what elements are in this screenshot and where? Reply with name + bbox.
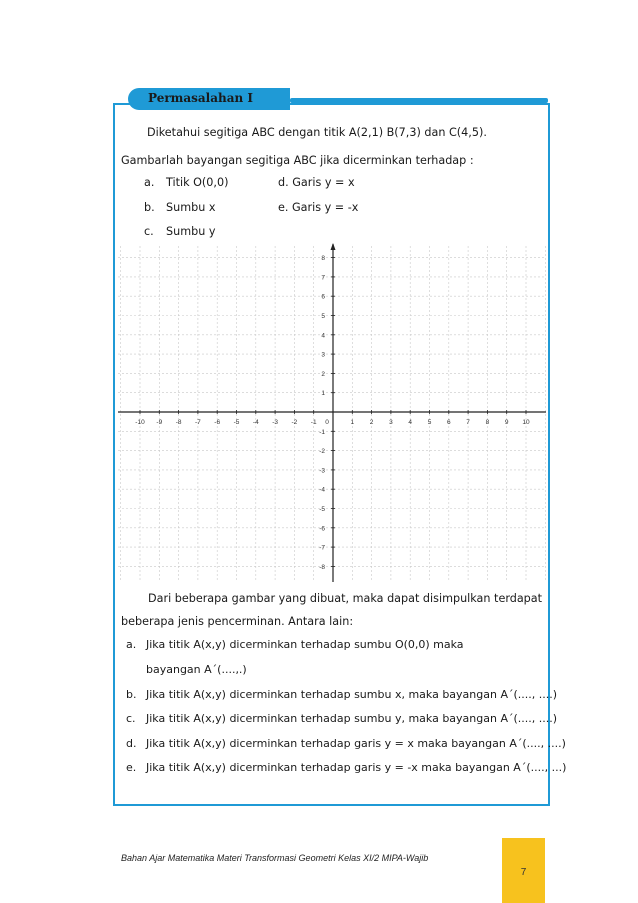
x-tick-label: 5 (427, 419, 432, 426)
list-mark: a. (144, 176, 155, 189)
y-tick-label: 1 (321, 390, 325, 398)
x-tick-label: 3 (389, 419, 393, 426)
conclusion-item (126, 712, 557, 725)
y-tick-label: -5 (319, 506, 325, 513)
x-tick-label: -10 (135, 419, 145, 426)
x-tick-label: -5 (233, 419, 240, 426)
conclusion-text: Jika titik A(x,y) dicerminkan terhadap sumbu x, maka bayangan A´(...., ....) (146, 688, 558, 701)
y-tick-label: -2 (319, 448, 325, 456)
conclusion-text: bayangan A´(....,.) (146, 663, 247, 676)
x-tick-label: 8 (485, 419, 490, 426)
cartesian-grid (116, 242, 548, 584)
page-number-box (502, 838, 545, 903)
conclusion-item (126, 638, 464, 651)
x-tick-label: 2 (369, 419, 374, 426)
x-tick-label: -4 (252, 419, 259, 426)
x-tick-label: -2 (291, 419, 298, 426)
section-title: Permasalahan I (148, 91, 254, 105)
y-tick-label: 2 (321, 370, 325, 378)
y-tick-label: 4 (321, 332, 325, 340)
list-label: Sumbu y (166, 225, 216, 238)
list-label: d. Garis y = x (278, 176, 355, 189)
conclusion-item (126, 737, 566, 750)
list-mark: d. (126, 737, 137, 750)
list-label: Titik O(0,0) (166, 176, 229, 189)
y-tick-label: -7 (319, 544, 325, 552)
footer-text: Bahan Ajar Matematika Materi Transformasi Geometri Kelas XI/2 MIPA-Wajib (121, 853, 429, 863)
conclusion-item (126, 761, 566, 774)
y-tick-label: -1 (319, 428, 325, 436)
conclusion-paragraph-line2: beberapa jenis pencerminan. Antara lain: (121, 615, 354, 628)
x-tick-label: 0 (325, 419, 329, 426)
list-item (144, 176, 228, 189)
list-mark: e. (126, 761, 137, 774)
list-item (144, 201, 215, 214)
x-tick-label: 4 (408, 419, 413, 426)
y-tick-label: -4 (319, 486, 325, 494)
list-item (278, 201, 358, 214)
list-item (278, 176, 355, 189)
x-tick-label: -9 (156, 419, 163, 426)
x-tick-label: -3 (272, 419, 278, 426)
y-tick-label: -8 (319, 563, 325, 571)
y-tick-label: 3 (321, 351, 325, 359)
list-mark: c. (126, 712, 136, 725)
conclusion-text: Jika titik A(x,y) dicerminkan terhadap sumbu O(0,0) maka (146, 638, 464, 651)
y-tick-label: 7 (321, 274, 325, 282)
conclusion-paragraph-line1: Dari beberapa gambar yang dibuat, maka dapat disimpulkan terdapat (148, 592, 543, 605)
list-mark: c. (144, 225, 154, 238)
conclusion-text: Jika titik A(x,y) dicerminkan terhadap sumbu y, maka bayangan A´(...., ....) (146, 712, 558, 725)
y-tick-label: 6 (321, 293, 325, 301)
y-tick-label: 5 (321, 313, 325, 320)
x-tick-label: 7 (466, 419, 470, 426)
list-mark: a. (126, 638, 137, 651)
conclusion-text: Jika titik A(x,y) dicerminkan terhadap garis y = -x maka bayangan A´(...., ...) (146, 761, 567, 774)
list-mark: b. (126, 688, 137, 701)
header-bar (290, 98, 548, 103)
x-tick-label: -1 (310, 419, 317, 426)
y-tick-label: -3 (319, 467, 325, 475)
y-tick-label: -6 (319, 525, 325, 533)
conclusion-item (126, 688, 557, 701)
x-tick-label: -7 (195, 419, 201, 426)
x-tick-label: 1 (350, 419, 355, 426)
x-tick-label: -8 (175, 419, 182, 426)
x-tick-label: 9 (504, 419, 509, 426)
x-tick-label: 6 (446, 419, 451, 426)
conclusion-item (146, 663, 247, 676)
x-tick-label: -6 (214, 419, 221, 426)
section-title-tab (128, 88, 290, 110)
page-number: 7 (520, 867, 527, 878)
problem-paragraph-line1: Diketahui segitiga ABC dengan titik A(2,1) B(7,3) dan C(4,5). (147, 126, 487, 139)
problem-paragraph-line2: Gambarlah bayangan segitiga ABC jika dicerminkan terhadap : (121, 154, 474, 167)
x-tick-label: 10 (522, 419, 530, 426)
list-label: e. Garis y = -x (278, 201, 359, 214)
list-item (144, 225, 215, 238)
list-mark: b. (144, 201, 155, 214)
list-label: Sumbu x (166, 201, 216, 214)
y-tick-label: 8 (321, 255, 325, 263)
y-axis-arrow (331, 243, 336, 250)
conclusion-text: Jika titik A(x,y) dicerminkan terhadap garis y = x maka bayangan A´(...., ....) (146, 737, 566, 750)
